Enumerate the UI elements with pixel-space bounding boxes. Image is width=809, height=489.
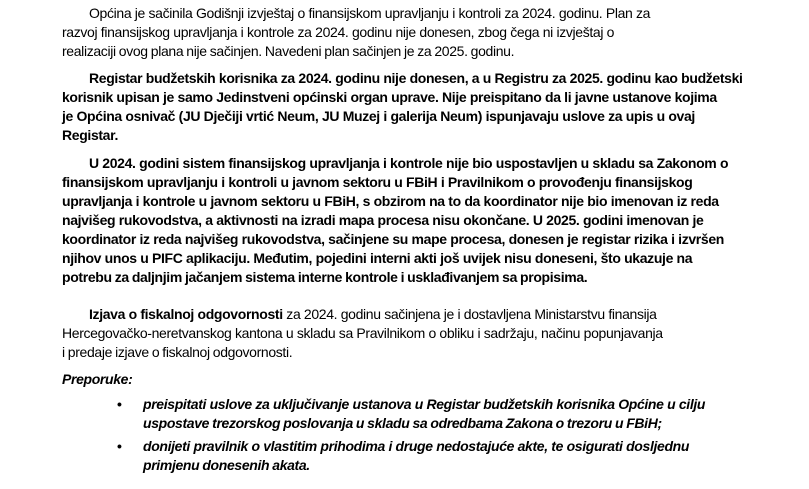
text-span: za 2024. godinu sačinjena je i dostavljena Ministarstvu finansija bbox=[282, 306, 657, 322]
text-line: Općina je sačinila Godišnji izvještaj o finansijskom upravljanju i kontroli za 2024. godinu. Plan za bbox=[89, 5, 651, 21]
text-line: upravljanja i kontrole u javnom sektoru u FBiH, s obzirom na to da koordinator nije bio imenovan iz reda bbox=[62, 193, 719, 209]
text-line: primjenu donesenih akata. bbox=[143, 457, 310, 473]
text-line: finansijskom upravljanju i kontroli u javnom sektoru u FBiH i Pravilnikom o provođenju finansijskog bbox=[62, 174, 693, 190]
text-line: razvoj finansijskog upravljanja i kontrole za 2024. godinu nije donesen, zbog čega ni izvještaj o bbox=[62, 24, 615, 40]
text-line: donijeti pravilnik o vlastitim prihodima i druge nedostajuće akte, te osigurati dosljednu bbox=[143, 438, 690, 454]
text-line: Registar. bbox=[62, 127, 118, 143]
text-line: uspostave trezorskog poslovanja u skladu sa odredbama Zakona o trezoru u FBiH; bbox=[143, 415, 662, 431]
bold-term: Izjava o fiskalnoj odgovornosti bbox=[89, 306, 283, 322]
text-line: potrebu za daljnjim jačanjem sistema interne kontrole i usklađivanjem sa propisima. bbox=[62, 269, 588, 285]
recommendations-heading: Preporuke: bbox=[62, 371, 133, 387]
text-line: U 2024. godini sistem finansijskog upravljanja i kontrole nije bio uspostavljen u skladu sa Zakonom o bbox=[89, 155, 729, 171]
text-line: njihov unos u PIFC aplikaciju. Međutim, pojedini interni akti još uvijek nisu doneseni, što ukazuje na bbox=[62, 250, 693, 266]
text-line: preispitati uslove za uključivanje ustanova u Registar budžetskih korisnika Općine u cilju bbox=[143, 396, 706, 412]
text-line: je Općina osnivač (JU Dječiji vrtić Neum, JU Muzej i galerija Neum) ispunjavaju uslove za upis u ovaj bbox=[62, 108, 695, 124]
text-line: Registar budžetskih korisnika za 2024. godinu nije donesen, a u Registru za 2025. godinu kao budžetski bbox=[89, 70, 743, 86]
text-line: koordinator iz reda najvišeg rukovodstva, sačinjene su mape procesa, donesen je registar rizika i izvršen bbox=[62, 231, 724, 247]
text-line bbox=[89, 305, 742, 324]
bullet-icon: • bbox=[117, 396, 122, 412]
text-line: realizaciji ovog plana nije sačinjen. Navedeni plan sačinjen je za 2025. godinu. bbox=[62, 43, 515, 59]
text-line: najvišeg rukovodstva, a aktivnosti na izradi mapa procesa nisu okončane. U 2025. godini imenovan je bbox=[62, 212, 704, 228]
text-line: korisnik upisan je samo Jedinstveni općinski organ uprave. Nije preispitano da li javne ustanove kojima bbox=[62, 89, 717, 105]
bullet-icon: • bbox=[117, 438, 122, 454]
text-line: i predaje izjave o fiskalnoj odgovornosti. bbox=[62, 344, 293, 360]
text-line: Hercegovačko-neretvanskog kantona u skladu sa Pravilnikom o obliku i sadržaju, načinu popunjavanja bbox=[62, 325, 663, 341]
